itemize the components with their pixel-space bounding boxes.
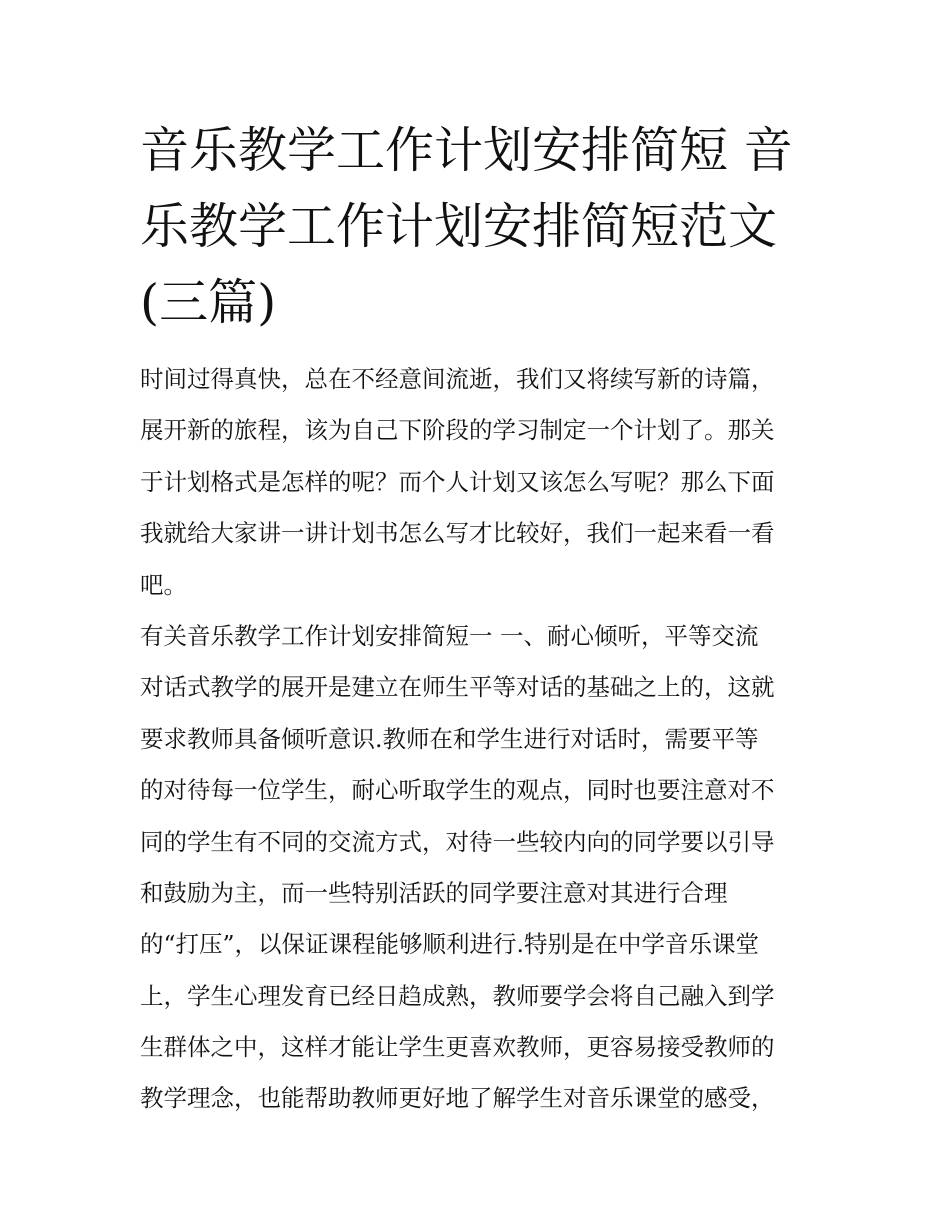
body-line: 生群体之中，这样才能让学生更喜欢教师，更容易接受教师的 <box>140 1033 775 1062</box>
body-line: 于计划格式是怎样的呢？而个人计划又该怎么写呢？那么下面 <box>140 467 775 496</box>
title-line: (三篇) <box>140 274 277 331</box>
body-line: 的对待每一位学生，耐心听取学生的观点，同时也要注意对不 <box>140 776 775 805</box>
title-line: 乐教学工作计划安排简短范文 <box>140 198 778 255</box>
document-title <box>140 113 830 341</box>
body-line: 时间过得真快，总在不经意间流逝，我们又将续写新的诗篇， <box>140 365 775 393</box>
body-line: 同的学生有不同的交流方式，对待一些较内向的同学要以引导 <box>140 827 775 856</box>
body-line: 上，学生心理发育已经日趋成熟，教师要学会将自己融入到学 <box>140 981 775 1010</box>
body-line: 对话式教学的展开是建立在师生平等对话的基础之上的，这就 <box>140 673 775 702</box>
body-line: 有关音乐教学工作计划安排简短一 一、耐心倾听，平等交流 <box>140 621 759 650</box>
title-line: 音乐教学工作计划安排简短 音 <box>140 122 793 179</box>
body-line: 我就给大家讲一讲计划书怎么写才比较好，我们一起来看一看 <box>140 519 775 548</box>
body-line: 吧。 <box>140 570 187 599</box>
body-line: 的“打压”，以保证课程能够顺利进行.特别是在中学音乐课堂 <box>140 930 759 959</box>
body-line: 要求教师具备倾听意识.教师在和学生进行对话时，需要平等 <box>140 724 759 753</box>
document-body <box>140 354 830 1125</box>
body-line: 展开新的旅程，该为自己下阶段的学习制定一个计划了。那关 <box>140 416 775 445</box>
body-line: 和鼓励为主，而一些特别活跃的同学要注意对其进行合理 <box>140 878 728 907</box>
body-line: 教学理念，也能帮助教师更好地了解学生对音乐课堂的感受， <box>140 1084 775 1113</box>
